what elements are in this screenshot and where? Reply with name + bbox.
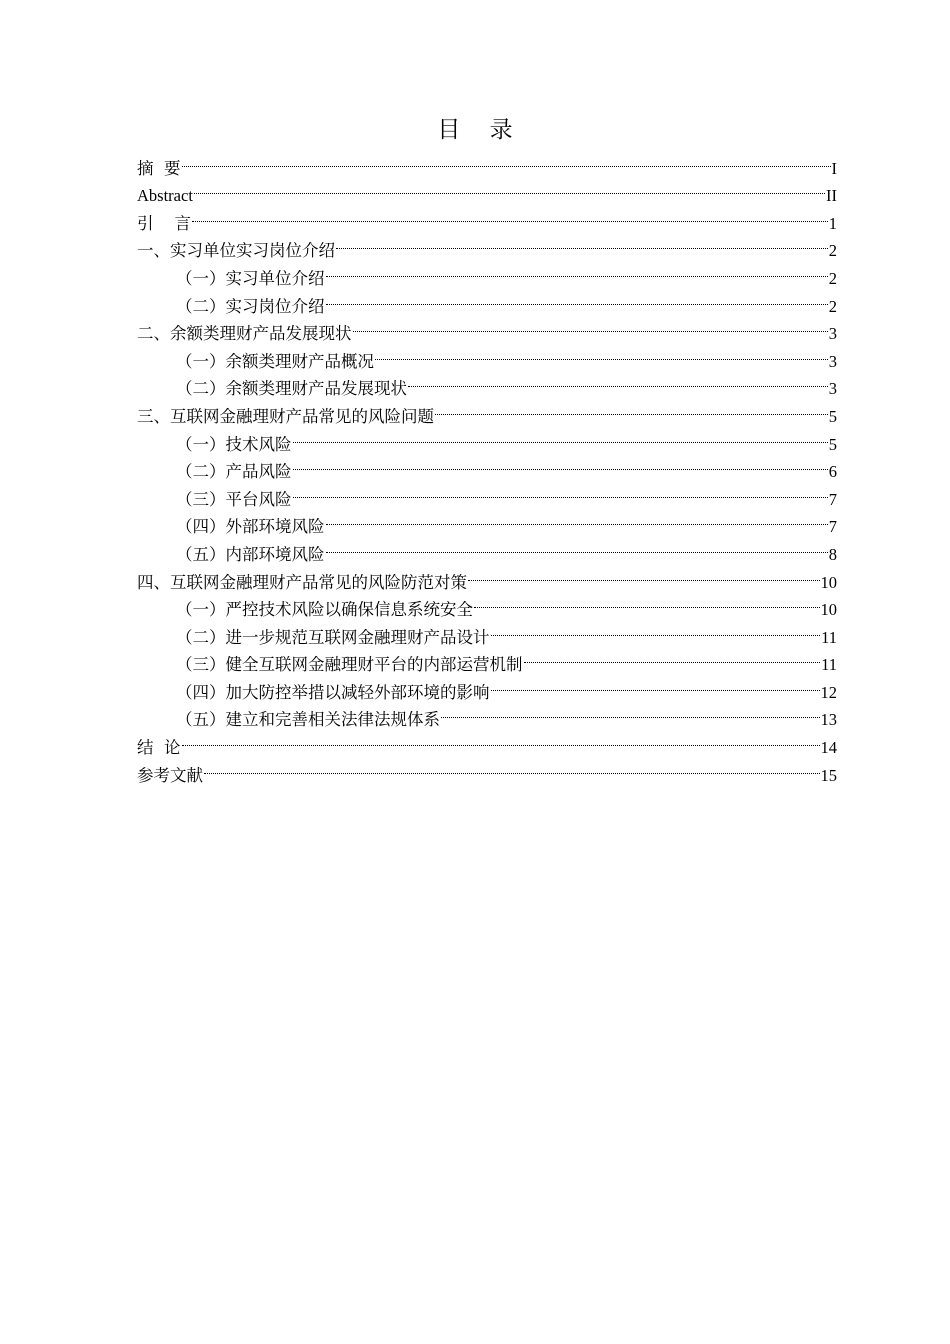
toc-entry[interactable] [137, 229, 837, 261]
toc-entry-label: （二）余额类理财产品发展现状 [176, 379, 407, 399]
toc-title: 目 录 [437, 117, 513, 143]
toc-entry-label: 参考文献 [137, 765, 203, 785]
toc-entry-page: 6 [828, 462, 837, 482]
toc-leader-dots [293, 477, 828, 505]
toc-leader-dots [204, 753, 820, 781]
toc-entry-label: （四）加大防控举措以减轻外部环境的影响 [176, 682, 490, 702]
toc-entry[interactable] [137, 753, 837, 785]
toc-entry-label: 二、余额类理财产品发展现状 [137, 324, 352, 344]
toc-entry-page: 3 [828, 324, 837, 344]
toc-entry-label: （一）严控技术风险以确保信息系统安全 [176, 600, 473, 620]
toc-entry-label: （二）产品风险 [176, 462, 292, 482]
toc-leader-dots [441, 698, 820, 726]
toc-entry-label: （二）进一步规范互联网金融理财产品设计 [176, 627, 490, 647]
toc-entry-page: 8 [828, 544, 837, 564]
toc-entry-label: 引 言 [137, 213, 191, 233]
toc-entry-page: II [826, 186, 837, 206]
toc-entry-label: （三）平台风险 [176, 489, 292, 509]
toc-entry-label: （四）外部环境风险 [176, 517, 325, 537]
toc-entry-label: 三、互联网金融理财产品常见的风险问题 [137, 406, 434, 426]
toc-entry-page: 3 [828, 379, 837, 399]
toc-leader-dots [326, 256, 828, 284]
toc-leader-dots [336, 229, 828, 257]
toc-entry-page: 2 [828, 296, 837, 316]
toc-leader-dots [474, 588, 820, 616]
toc-entry-page: I [831, 158, 837, 178]
toc-entry-page: 10 [820, 572, 837, 592]
toc-entry-label: Abstract [137, 186, 193, 206]
toc-leader-dots [192, 201, 828, 229]
toc-entry[interactable] [137, 146, 837, 178]
toc-entry[interactable] [137, 174, 837, 206]
toc-entry-page: 13 [820, 710, 837, 730]
toc-entry-page: 2 [828, 268, 837, 288]
toc-leader-dots [182, 146, 831, 174]
toc-entry-page: 5 [828, 434, 837, 454]
toc-leader-dots [326, 505, 828, 533]
toc-entry-page: 7 [828, 517, 837, 537]
toc-list [137, 146, 837, 785]
toc-entry-page: 1 [828, 213, 837, 233]
toc-leader-dots [468, 560, 820, 588]
toc-leader-dots [408, 367, 828, 395]
toc-leader-dots [353, 312, 828, 340]
toc-entry-page: 15 [820, 765, 837, 785]
toc-entry-label: （一）技术风险 [176, 434, 292, 454]
toc-leader-dots [435, 394, 828, 422]
toc-entry-page: 11 [821, 627, 837, 647]
toc-leader-dots [293, 450, 828, 478]
toc-leader-dots [491, 615, 821, 643]
toc-entry-label: 结 论 [137, 738, 181, 758]
toc-entry-label: （五）内部环境风险 [176, 544, 325, 564]
toc-entry-label: （一）余额类理财产品概况 [176, 351, 374, 371]
toc-entry-label: （二）实习岗位介绍 [176, 296, 325, 316]
toc-leader-dots [375, 339, 828, 367]
toc-leader-dots [524, 643, 821, 671]
toc-entry-page: 12 [820, 682, 837, 702]
toc-leader-dots [326, 284, 828, 312]
toc-entry-page: 3 [828, 351, 837, 371]
toc-entry-label: 摘 要 [137, 158, 181, 178]
toc-entry-page: 7 [828, 489, 837, 509]
toc-entry-page: 14 [820, 738, 837, 758]
toc-entry-label: （三）健全互联网金融理财平台的内部运营机制 [176, 655, 523, 675]
toc-entry-page: 5 [828, 406, 837, 426]
toc-leader-dots [491, 670, 820, 698]
toc-entry-label: （一）实习单位介绍 [176, 268, 325, 288]
toc-entry-page: 11 [821, 655, 837, 675]
toc-leader-dots [194, 174, 825, 202]
toc-entry-label: （五）建立和完善相关法律法规体系 [176, 710, 440, 730]
toc-leader-dots [293, 422, 828, 450]
toc-entry[interactable] [137, 725, 837, 758]
toc-entry-page: 10 [820, 600, 837, 620]
toc-entry-label: 四、互联网金融理财产品常见的风险防范对策 [137, 572, 467, 592]
toc-entry[interactable] [137, 201, 837, 233]
toc-entry-page: 2 [828, 241, 837, 261]
toc-leader-dots [182, 725, 820, 753]
toc-entry-label: 一、实习单位实习岗位介绍 [137, 241, 335, 261]
toc-leader-dots [326, 532, 828, 560]
